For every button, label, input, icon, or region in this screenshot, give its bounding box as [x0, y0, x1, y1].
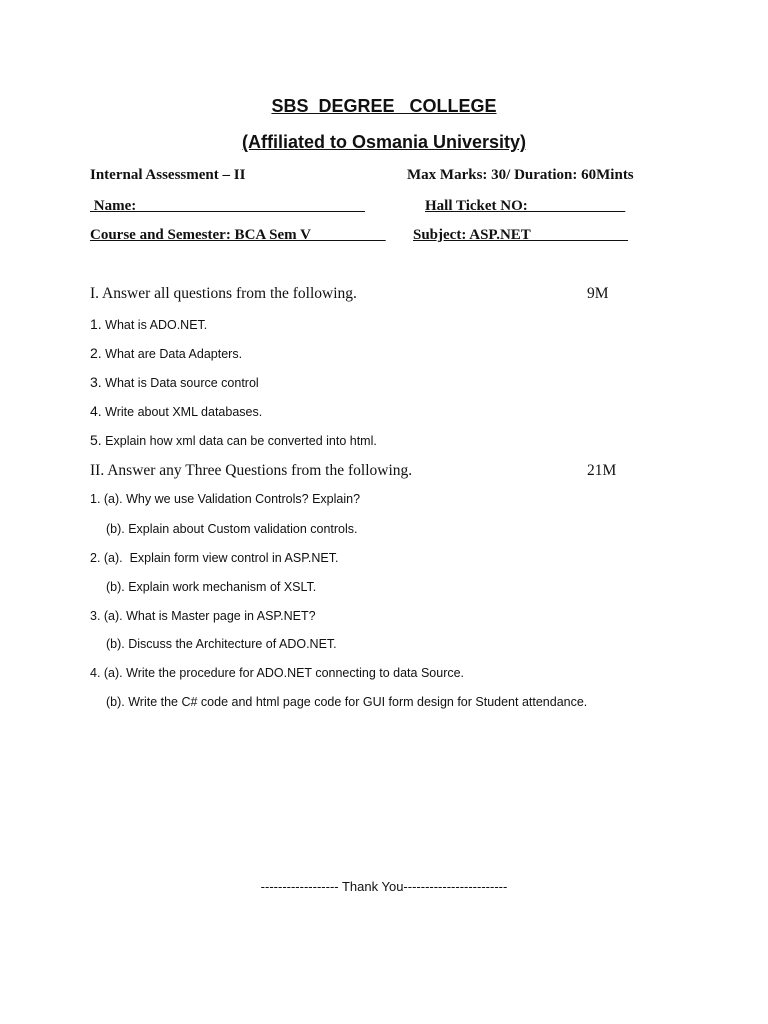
- question-number: 2.: [90, 345, 102, 361]
- subject: Subject: ASP.NET: [413, 227, 629, 243]
- section-2-marks: 21M: [587, 462, 617, 479]
- question-4a: 4. (a). Write the procedure for ADO.NET connecting to data Source.: [90, 666, 465, 680]
- question-number: 1.: [90, 316, 102, 332]
- hall-ticket-label: Hall Ticket NO:: [425, 198, 626, 214]
- thank-you-footer: ------------------ Thank You------------------------: [260, 879, 508, 894]
- question-text: What is ADO.NET.: [101, 318, 208, 332]
- question-2b: (b). Explain work mechanism of XSLT.: [106, 580, 317, 594]
- question-3a: 3. (a). What is Master page in ASP.NET?: [90, 609, 316, 623]
- question-text: What are Data Adapters.: [101, 347, 243, 361]
- question-text: What is Data source control: [101, 376, 259, 390]
- question-1: [90, 316, 207, 332]
- question-4b: (b). Write the C# code and html page code for GUI form design for Student attendance.: [106, 695, 588, 709]
- question-2: [90, 345, 242, 361]
- section-2-heading: II. Answer any Three Questions from the following.: [90, 462, 413, 479]
- section-1-marks: 9M: [587, 285, 609, 302]
- question-number: 4.: [90, 403, 102, 419]
- question-text: Explain how xml data can be converted into html.: [101, 434, 377, 448]
- assessment-title: Internal Assessment – II: [90, 167, 246, 183]
- question-4: [90, 403, 262, 419]
- question-1a: 1. (a). Why we use Validation Controls? Explain?: [90, 492, 361, 506]
- question-number: 5.: [90, 432, 102, 448]
- question-2a: 2. (a). Explain form view control in ASP.NET.: [90, 551, 339, 565]
- question-text: Write about XML databases.: [101, 405, 263, 419]
- question-5: [90, 432, 377, 448]
- college-name: SBS DEGREE COLLEGE: [271, 96, 497, 116]
- affiliation: (Affiliated to Osmania University): [241, 132, 527, 152]
- section-1-heading: I. Answer all questions from the following.: [90, 285, 357, 302]
- question-number: 3.: [90, 374, 102, 390]
- question-3: [90, 374, 259, 390]
- question-1b: (b). Explain about Custom validation controls.: [106, 522, 358, 536]
- name-field-label: Name:: [90, 198, 365, 214]
- question-3b: (b). Discuss the Architecture of ADO.NET.: [106, 637, 337, 651]
- course-semester: Course and Semester: BCA Sem V: [90, 227, 386, 243]
- max-marks-duration: Max Marks: 30/ Duration: 60Mints: [407, 167, 634, 183]
